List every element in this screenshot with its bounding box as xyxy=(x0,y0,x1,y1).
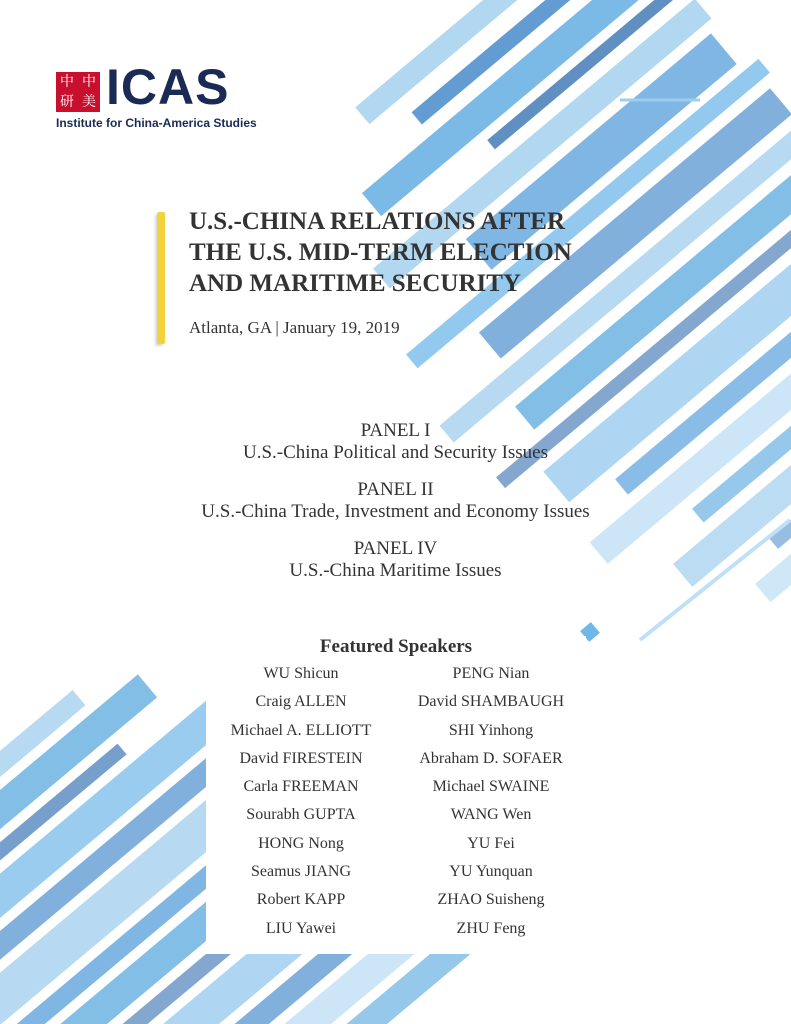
title-line: THE U.S. MID-TERM ELECTION xyxy=(189,239,572,266)
panel-label: PANEL I xyxy=(360,420,431,441)
speaker-name: Sourabh GUPTA xyxy=(246,806,356,824)
speaker-name: David SHAMBAUGH xyxy=(417,693,565,711)
panel-item xyxy=(0,538,791,582)
location-date: Atlanta, GA | January 19, 2019 xyxy=(189,318,400,337)
speaker-name: LIU Yawei xyxy=(265,919,337,937)
featured-speakers xyxy=(206,636,586,954)
speaker-name: Craig ALLEN xyxy=(255,693,347,711)
panel-description: U.S.-China Political and Security Issues xyxy=(242,442,549,463)
logo-name: ICAS xyxy=(106,59,230,115)
panel-item xyxy=(0,420,791,464)
speaker-name: HONG Nong xyxy=(258,834,344,852)
speaker-name: Michael SWAINE xyxy=(432,778,550,796)
speaker-name: SHI Yinhong xyxy=(448,721,534,739)
speaker-name: Abraham D. SOFAER xyxy=(419,749,563,767)
speaker-name: David FIRESTEIN xyxy=(239,749,363,767)
title-accent-bar xyxy=(157,212,165,344)
panel-item xyxy=(0,479,791,523)
speaker-name: WU Shicun xyxy=(263,665,339,682)
seal-char: 中 xyxy=(60,74,74,90)
speakers-left-column xyxy=(206,660,396,943)
panel-description: U.S.-China Trade, Investment and Economy Issues xyxy=(201,501,590,522)
speaker-name: PENG Nian xyxy=(452,665,530,682)
speaker-name: ZHU Feng xyxy=(456,919,526,937)
speaker-name: WANG Wen xyxy=(450,806,532,824)
panel-description: U.S.-China Maritime Issues xyxy=(289,560,502,581)
speaker-name: YU Fei xyxy=(467,834,515,852)
panels-list xyxy=(0,420,791,597)
title-line: U.S.-CHINA RELATIONS AFTER xyxy=(189,208,566,235)
title-line: AND MARITIME SECURITY xyxy=(189,270,521,297)
speakers-right-column xyxy=(396,660,586,943)
panel-label: PANEL II xyxy=(357,479,434,500)
seal-char: 美 xyxy=(82,94,96,110)
logo-seal xyxy=(56,72,100,112)
speaker-name: Michael A. ELLIOTT xyxy=(230,721,372,739)
speaker-name: ZHAO Suisheng xyxy=(437,891,545,909)
panel-label: PANEL IV xyxy=(353,538,438,559)
speakers-heading: Featured Speakers xyxy=(319,636,473,657)
seal-char: 中 xyxy=(82,74,96,90)
speaker-name: Seamus JIANG xyxy=(251,863,351,881)
speaker-name: Carla FREEMAN xyxy=(243,778,359,796)
report-title xyxy=(189,206,572,299)
seal-char: 研 xyxy=(60,94,74,110)
logo-subtitle: Institute for China-America Studies xyxy=(56,116,257,130)
speaker-name: YU Yunquan xyxy=(449,863,533,881)
speaker-name: Robert KAPP xyxy=(256,891,346,909)
